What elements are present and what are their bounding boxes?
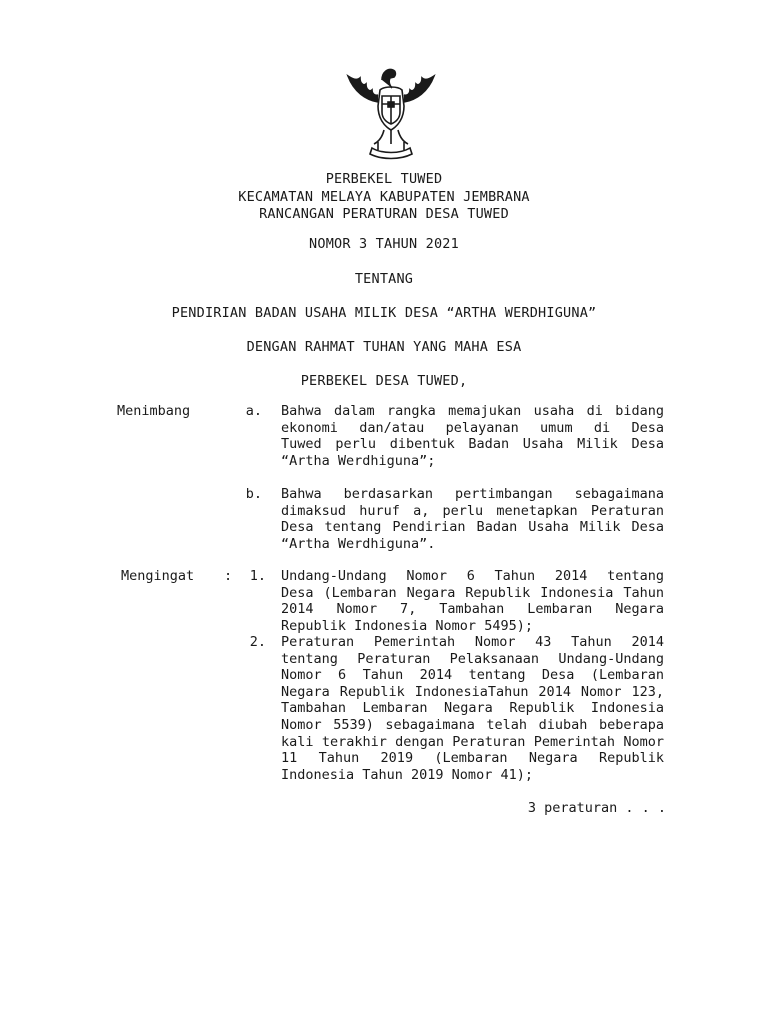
text-line: Nomor 6 Tahun 2014 tentang Desa (Lembaran bbox=[281, 667, 664, 684]
about-heading: TENTANG bbox=[354, 271, 414, 287]
text-line: Tuwed perlu dibentuk Badan Usaha Milik Desa bbox=[281, 436, 664, 453]
mengingat-colon: : bbox=[224, 568, 233, 584]
official-title: PERBEKEL DESA TUWED, bbox=[300, 373, 468, 389]
menimbang-item-b bbox=[281, 486, 664, 552]
text-line: Peraturan Pemerintah Nomor 43 Tahun 2014 bbox=[281, 634, 664, 650]
text-line: dimaksud huruf a, perlu menetapkan Peraturan bbox=[281, 502, 664, 519]
mengingat-label: Mengingat bbox=[121, 568, 195, 584]
mengingat-item-1 bbox=[281, 568, 664, 634]
header-draft-title: RANCANGAN PERATURAN DESA TUWED bbox=[259, 206, 509, 222]
text-line: Indonesia Tahun 2019 Nomor 41); bbox=[281, 766, 533, 783]
header-district: KECAMATAN MELAYA KABUPATEN JEMBRANA bbox=[238, 189, 530, 205]
text-line: Tambahan Lembaran Negara Republik Indonesia bbox=[281, 700, 664, 717]
text-line: Desa tentang Pendirian Badan Usaha Milik Desa bbox=[281, 519, 664, 536]
menimbang-marker-b: b. bbox=[245, 486, 262, 502]
text-line: 2014 Nomor 7, Tambahan Lembaran Negara bbox=[281, 601, 664, 618]
regulation-subject: PENDIRIAN BADAN USAHA MILIK DESA “ARTHA WERDHIGUNA” bbox=[171, 305, 597, 321]
regulation-number: NOMOR 3 TAHUN 2021 bbox=[309, 236, 459, 252]
text-line: ekonomi dan/atau pelayanan umum di Desa bbox=[281, 419, 664, 436]
text-line: “Artha Werdhiguna”; bbox=[281, 452, 436, 469]
text-line: Bahwa berdasarkan pertimbangan sebagaimana bbox=[281, 486, 664, 502]
text-line: Negara Republik IndonesiaTahun 2014 Nomor 123, bbox=[281, 683, 664, 700]
garuda-emblem-icon bbox=[338, 62, 444, 162]
text-line: Desa (Lembaran Negara Republik Indonesia Tahun bbox=[281, 584, 664, 601]
mengingat-marker-1: 1. bbox=[249, 568, 266, 584]
text-line: Republik Indonesia Nomor 5495); bbox=[281, 617, 533, 634]
header-title: PERBEKEL TUWED bbox=[325, 171, 443, 187]
grace-statement: DENGAN RAHMAT TUHAN YANG MAHA ESA bbox=[246, 339, 522, 355]
text-line: “Artha Werdhiguna”. bbox=[281, 535, 436, 552]
mengingat-item-2 bbox=[281, 634, 664, 783]
text-line: tentang Peraturan Pelaksanaan Undang-Undang bbox=[281, 650, 664, 667]
menimbang-label: Menimbang bbox=[117, 403, 191, 419]
menimbang-marker-a: a. bbox=[245, 403, 262, 419]
text-line: Undang-Undang Nomor 6 Tahun 2014 tentang bbox=[281, 568, 664, 584]
text-line: Nomor 5539) sebagaimana telah diubah beberapa bbox=[281, 716, 664, 733]
text-line: 11 Tahun 2019 (Lembaran Negara Republik bbox=[281, 750, 664, 767]
menimbang-item-a bbox=[281, 403, 664, 469]
text-line: Bahwa dalam rangka memajukan usaha di bidang bbox=[281, 403, 664, 419]
text-line: kali terakhir dengan Peraturan Pemerintah Nomor bbox=[281, 733, 664, 750]
next-page-catchword: 3 peraturan . . . bbox=[527, 800, 666, 816]
mengingat-marker-2: 2. bbox=[249, 634, 266, 650]
